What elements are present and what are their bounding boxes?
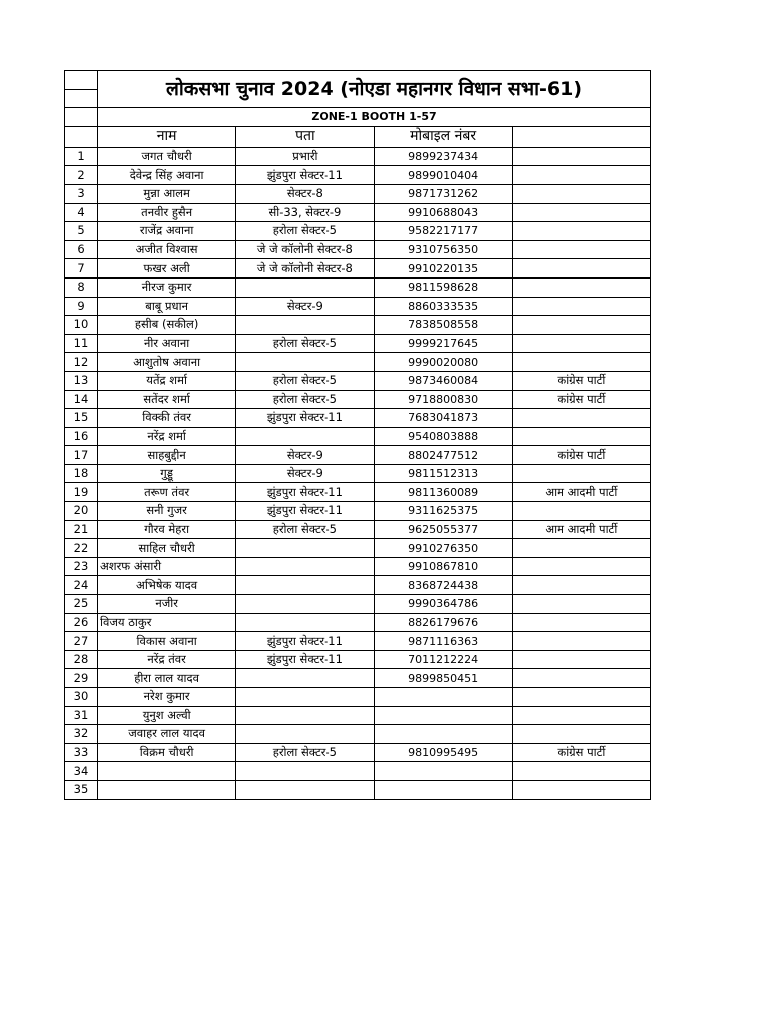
- row-address: [236, 539, 374, 558]
- row-mobile: 9990364786: [374, 595, 512, 614]
- table-row: [65, 557, 651, 576]
- row-party: [512, 576, 650, 595]
- row-party: कांग्रेस पार्टी: [512, 743, 650, 762]
- row-number: 19: [65, 483, 98, 502]
- row-number: 4: [65, 203, 98, 222]
- table-row: [65, 688, 651, 707]
- table-row: [65, 464, 651, 483]
- row-address: हरोला सेक्टर-5: [236, 222, 374, 241]
- row-number: 2: [65, 166, 98, 185]
- row-name: यतेंद्र शर्मा: [98, 371, 236, 390]
- table-row: [65, 669, 651, 688]
- row-number: 16: [65, 427, 98, 446]
- row-name: अजीत विश्वास: [98, 240, 236, 259]
- row-mobile: 7011212224: [374, 650, 512, 669]
- row-name: विजय ठाकुर: [98, 613, 236, 632]
- row-number: 11: [65, 334, 98, 353]
- row-number: 7: [65, 259, 98, 278]
- table-row: [65, 539, 651, 558]
- row-address: हरोला सेक्टर-5: [236, 371, 374, 390]
- row-name: नीरज कुमार: [98, 278, 236, 297]
- table-row: [65, 353, 651, 372]
- row-number: 13: [65, 371, 98, 390]
- row-number: 15: [65, 409, 98, 428]
- row-address: जे जे कॉलोनी सेक्टर-8: [236, 259, 374, 278]
- table-row: [65, 706, 651, 725]
- row-name: सतेंदर शर्मा: [98, 390, 236, 409]
- row-name: विक्की तंवर: [98, 409, 236, 428]
- row-number: 25: [65, 595, 98, 614]
- table-row: [65, 409, 651, 428]
- row-address: हरोला सेक्टर-5: [236, 743, 374, 762]
- row-mobile: 9910276350: [374, 539, 512, 558]
- row-number: 31: [65, 706, 98, 725]
- table-row: [65, 446, 651, 465]
- row-number: 29: [65, 669, 98, 688]
- row-mobile: 9873460084: [374, 371, 512, 390]
- row-number: 22: [65, 539, 98, 558]
- row-name: हीरा लाल यादव: [98, 669, 236, 688]
- row-party: आम आदमी पार्टी: [512, 520, 650, 539]
- row-number: 33: [65, 743, 98, 762]
- sheet-title: लोकसभा चुनाव 2024 (नोएडा महानगर विधान सभा-61): [98, 71, 651, 108]
- title-row: [65, 71, 651, 90]
- header-party: [512, 126, 650, 147]
- row-number: 32: [65, 725, 98, 744]
- row-party: [512, 706, 650, 725]
- row-party: [512, 502, 650, 521]
- row-mobile: 9899010404: [374, 166, 512, 185]
- row-party: [512, 613, 650, 632]
- row-name: राजेंद्र अवाना: [98, 222, 236, 241]
- row-address: [236, 353, 374, 372]
- header-row: [65, 126, 651, 147]
- row-name: विकास अवाना: [98, 632, 236, 651]
- row-address: [236, 427, 374, 446]
- table-row: [65, 762, 651, 781]
- row-mobile: 9999217645: [374, 334, 512, 353]
- table-row: [65, 632, 651, 651]
- table-row: [65, 147, 651, 166]
- row-address: हरोला सेक्टर-5: [236, 520, 374, 539]
- row-party: [512, 688, 650, 707]
- row-address: झुंडपुरा सेक्टर-11: [236, 632, 374, 651]
- row-mobile: 9810995495: [374, 743, 512, 762]
- empty-cell: [65, 108, 98, 127]
- row-party: [512, 427, 650, 446]
- row-number: 9: [65, 297, 98, 316]
- row-party: [512, 259, 650, 278]
- row-name: देवेन्द्र सिंह अवाना: [98, 166, 236, 185]
- row-address: [236, 706, 374, 725]
- row-address: झुंडपुरा सेक्टर-11: [236, 409, 374, 428]
- row-number: 14: [65, 390, 98, 409]
- row-address: सेक्टर-9: [236, 297, 374, 316]
- row-party: [512, 240, 650, 259]
- row-name: आशुतोष अवाना: [98, 353, 236, 372]
- row-address: [236, 576, 374, 595]
- row-party: [512, 409, 650, 428]
- row-address: [236, 278, 374, 297]
- row-party: [512, 539, 650, 558]
- row-number: 5: [65, 222, 98, 241]
- row-party: आम आदमी पार्टी: [512, 483, 650, 502]
- row-number: 27: [65, 632, 98, 651]
- row-name: हसीब (सकील): [98, 316, 236, 335]
- table-row: [65, 743, 651, 762]
- row-mobile: 9910867810: [374, 557, 512, 576]
- table-row: [65, 780, 651, 799]
- row-party: [512, 334, 650, 353]
- row-party: कांग्रेस पार्टी: [512, 371, 650, 390]
- header-mobile: मोबाइल नंबर: [374, 126, 512, 147]
- row-mobile: [374, 706, 512, 725]
- row-mobile: 8826179676: [374, 613, 512, 632]
- row-mobile: 9871116363: [374, 632, 512, 651]
- row-name: बाबू प्रधान: [98, 297, 236, 316]
- row-address: [236, 595, 374, 614]
- row-party: [512, 762, 650, 781]
- row-name: विक्रम चौधरी: [98, 743, 236, 762]
- row-name: [98, 762, 236, 781]
- row-address: सेक्टर-8: [236, 184, 374, 203]
- table-row: [65, 184, 651, 203]
- table-row: [65, 725, 651, 744]
- row-name: तरूण तंवर: [98, 483, 236, 502]
- row-name: नरेंद्र शर्मा: [98, 427, 236, 446]
- row-name: जवाहर लाल यादव: [98, 725, 236, 744]
- row-number: 10: [65, 316, 98, 335]
- row-number: 26: [65, 613, 98, 632]
- row-name: जगत चौधरी: [98, 147, 236, 166]
- row-mobile: 7683041873: [374, 409, 512, 428]
- row-mobile: 9990020080: [374, 353, 512, 372]
- row-address: हरोला सेक्टर-5: [236, 334, 374, 353]
- row-mobile: 9582217177: [374, 222, 512, 241]
- row-address: [236, 669, 374, 688]
- row-party: [512, 166, 650, 185]
- row-party: [512, 222, 650, 241]
- table-row: [65, 520, 651, 539]
- row-mobile: 9899237434: [374, 147, 512, 166]
- row-name: नजीर: [98, 595, 236, 614]
- row-number: 1: [65, 147, 98, 166]
- empty-cell: [65, 89, 98, 108]
- row-number: 35: [65, 780, 98, 799]
- row-party: [512, 780, 650, 799]
- row-mobile: [374, 688, 512, 707]
- header-address: पता: [236, 126, 374, 147]
- row-party: [512, 278, 650, 297]
- row-party: [512, 147, 650, 166]
- table-row: [65, 240, 651, 259]
- row-mobile: 9811512313: [374, 464, 512, 483]
- row-party: [512, 725, 650, 744]
- row-address: [236, 613, 374, 632]
- empty-cell: [65, 71, 98, 90]
- table-row: [65, 650, 651, 669]
- header-sn: [65, 126, 98, 147]
- row-number: 12: [65, 353, 98, 372]
- table-row: [65, 278, 651, 297]
- row-address: [236, 316, 374, 335]
- table-row: [65, 595, 651, 614]
- row-address: झुंडपुरा सेक्टर-11: [236, 502, 374, 521]
- row-name: फखर अली: [98, 259, 236, 278]
- row-name: गौरव मेहरा: [98, 520, 236, 539]
- row-number: 30: [65, 688, 98, 707]
- row-mobile: [374, 762, 512, 781]
- row-address: [236, 688, 374, 707]
- row-mobile: 9910220135: [374, 259, 512, 278]
- row-mobile: 9718800830: [374, 390, 512, 409]
- row-mobile: 9899850451: [374, 669, 512, 688]
- table-row: [65, 371, 651, 390]
- row-party: [512, 297, 650, 316]
- table-row: [65, 203, 651, 222]
- row-name: साहबुद्दीन: [98, 446, 236, 465]
- row-address: हरोला सेक्टर-5: [236, 390, 374, 409]
- row-number: 18: [65, 464, 98, 483]
- row-number: 23: [65, 557, 98, 576]
- row-address: झुंडपुरा सेक्टर-11: [236, 483, 374, 502]
- row-mobile: 9540803888: [374, 427, 512, 446]
- row-mobile: 8860333535: [374, 297, 512, 316]
- row-number: 21: [65, 520, 98, 539]
- row-mobile: 9310756350: [374, 240, 512, 259]
- row-address: [236, 762, 374, 781]
- row-mobile: 8368724438: [374, 576, 512, 595]
- row-mobile: 9811360089: [374, 483, 512, 502]
- row-address: झुंडपुरा सेक्टर-11: [236, 650, 374, 669]
- row-address: सेक्टर-9: [236, 464, 374, 483]
- header-name: नाम: [98, 126, 236, 147]
- row-mobile: [374, 780, 512, 799]
- table-row: [65, 502, 651, 521]
- row-address: [236, 780, 374, 799]
- voter-contact-table: [64, 70, 651, 800]
- row-party: [512, 595, 650, 614]
- row-number: 34: [65, 762, 98, 781]
- table-row: [65, 222, 651, 241]
- row-number: 3: [65, 184, 98, 203]
- row-address: प्रभारी: [236, 147, 374, 166]
- row-address: सेक्टर-9: [236, 446, 374, 465]
- row-mobile: [374, 725, 512, 744]
- row-name: [98, 780, 236, 799]
- row-name: नरेंद्र तंवर: [98, 650, 236, 669]
- row-party: [512, 557, 650, 576]
- row-mobile: 7838508558: [374, 316, 512, 335]
- table-row: [65, 576, 651, 595]
- row-address: [236, 557, 374, 576]
- table-row: [65, 297, 651, 316]
- row-party: [512, 632, 650, 651]
- row-name: नरेश कुमार: [98, 688, 236, 707]
- row-number: 8: [65, 278, 98, 297]
- row-address: [236, 725, 374, 744]
- row-name: नीर अवाना: [98, 334, 236, 353]
- row-mobile: 9871731262: [374, 184, 512, 203]
- table-row: [65, 483, 651, 502]
- row-party: [512, 353, 650, 372]
- row-party: [512, 650, 650, 669]
- row-mobile: 9811598628: [374, 278, 512, 297]
- row-name: अशरफ अंसारी: [98, 557, 236, 576]
- row-mobile: 9625055377: [374, 520, 512, 539]
- row-name: गुड्डू: [98, 464, 236, 483]
- table-row: [65, 613, 651, 632]
- row-address: झुंडपुरा सेक्टर-11: [236, 166, 374, 185]
- row-number: 28: [65, 650, 98, 669]
- row-name: अभिषेक यादव: [98, 576, 236, 595]
- row-mobile: 8802477512: [374, 446, 512, 465]
- row-name: तनवीर हुसैन: [98, 203, 236, 222]
- table-row: [65, 427, 651, 446]
- row-mobile: 9311625375: [374, 502, 512, 521]
- row-party: कांग्रेस पार्टी: [512, 390, 650, 409]
- row-address: जे जे कॉलोनी सेक्टर-8: [236, 240, 374, 259]
- row-number: 6: [65, 240, 98, 259]
- row-number: 17: [65, 446, 98, 465]
- table-row: [65, 334, 651, 353]
- zone-label: ZONE-1 BOOTH 1-57: [98, 108, 651, 127]
- row-mobile: 9910688043: [374, 203, 512, 222]
- row-name: युनुश अल्वी: [98, 706, 236, 725]
- table-row: [65, 259, 651, 278]
- zone-row: [65, 108, 651, 127]
- row-party: [512, 203, 650, 222]
- row-name: सनी गुजर: [98, 502, 236, 521]
- table-row: [65, 166, 651, 185]
- table-row: [65, 316, 651, 335]
- row-party: [512, 316, 650, 335]
- row-party: [512, 464, 650, 483]
- row-name: मुन्ना आलम: [98, 184, 236, 203]
- table-row: [65, 390, 651, 409]
- row-party: कांग्रेस पार्टी: [512, 446, 650, 465]
- row-number: 20: [65, 502, 98, 521]
- row-number: 24: [65, 576, 98, 595]
- row-party: [512, 184, 650, 203]
- row-address: सी-33, सेक्टर-9: [236, 203, 374, 222]
- row-name: साहिल चौधरी: [98, 539, 236, 558]
- row-party: [512, 669, 650, 688]
